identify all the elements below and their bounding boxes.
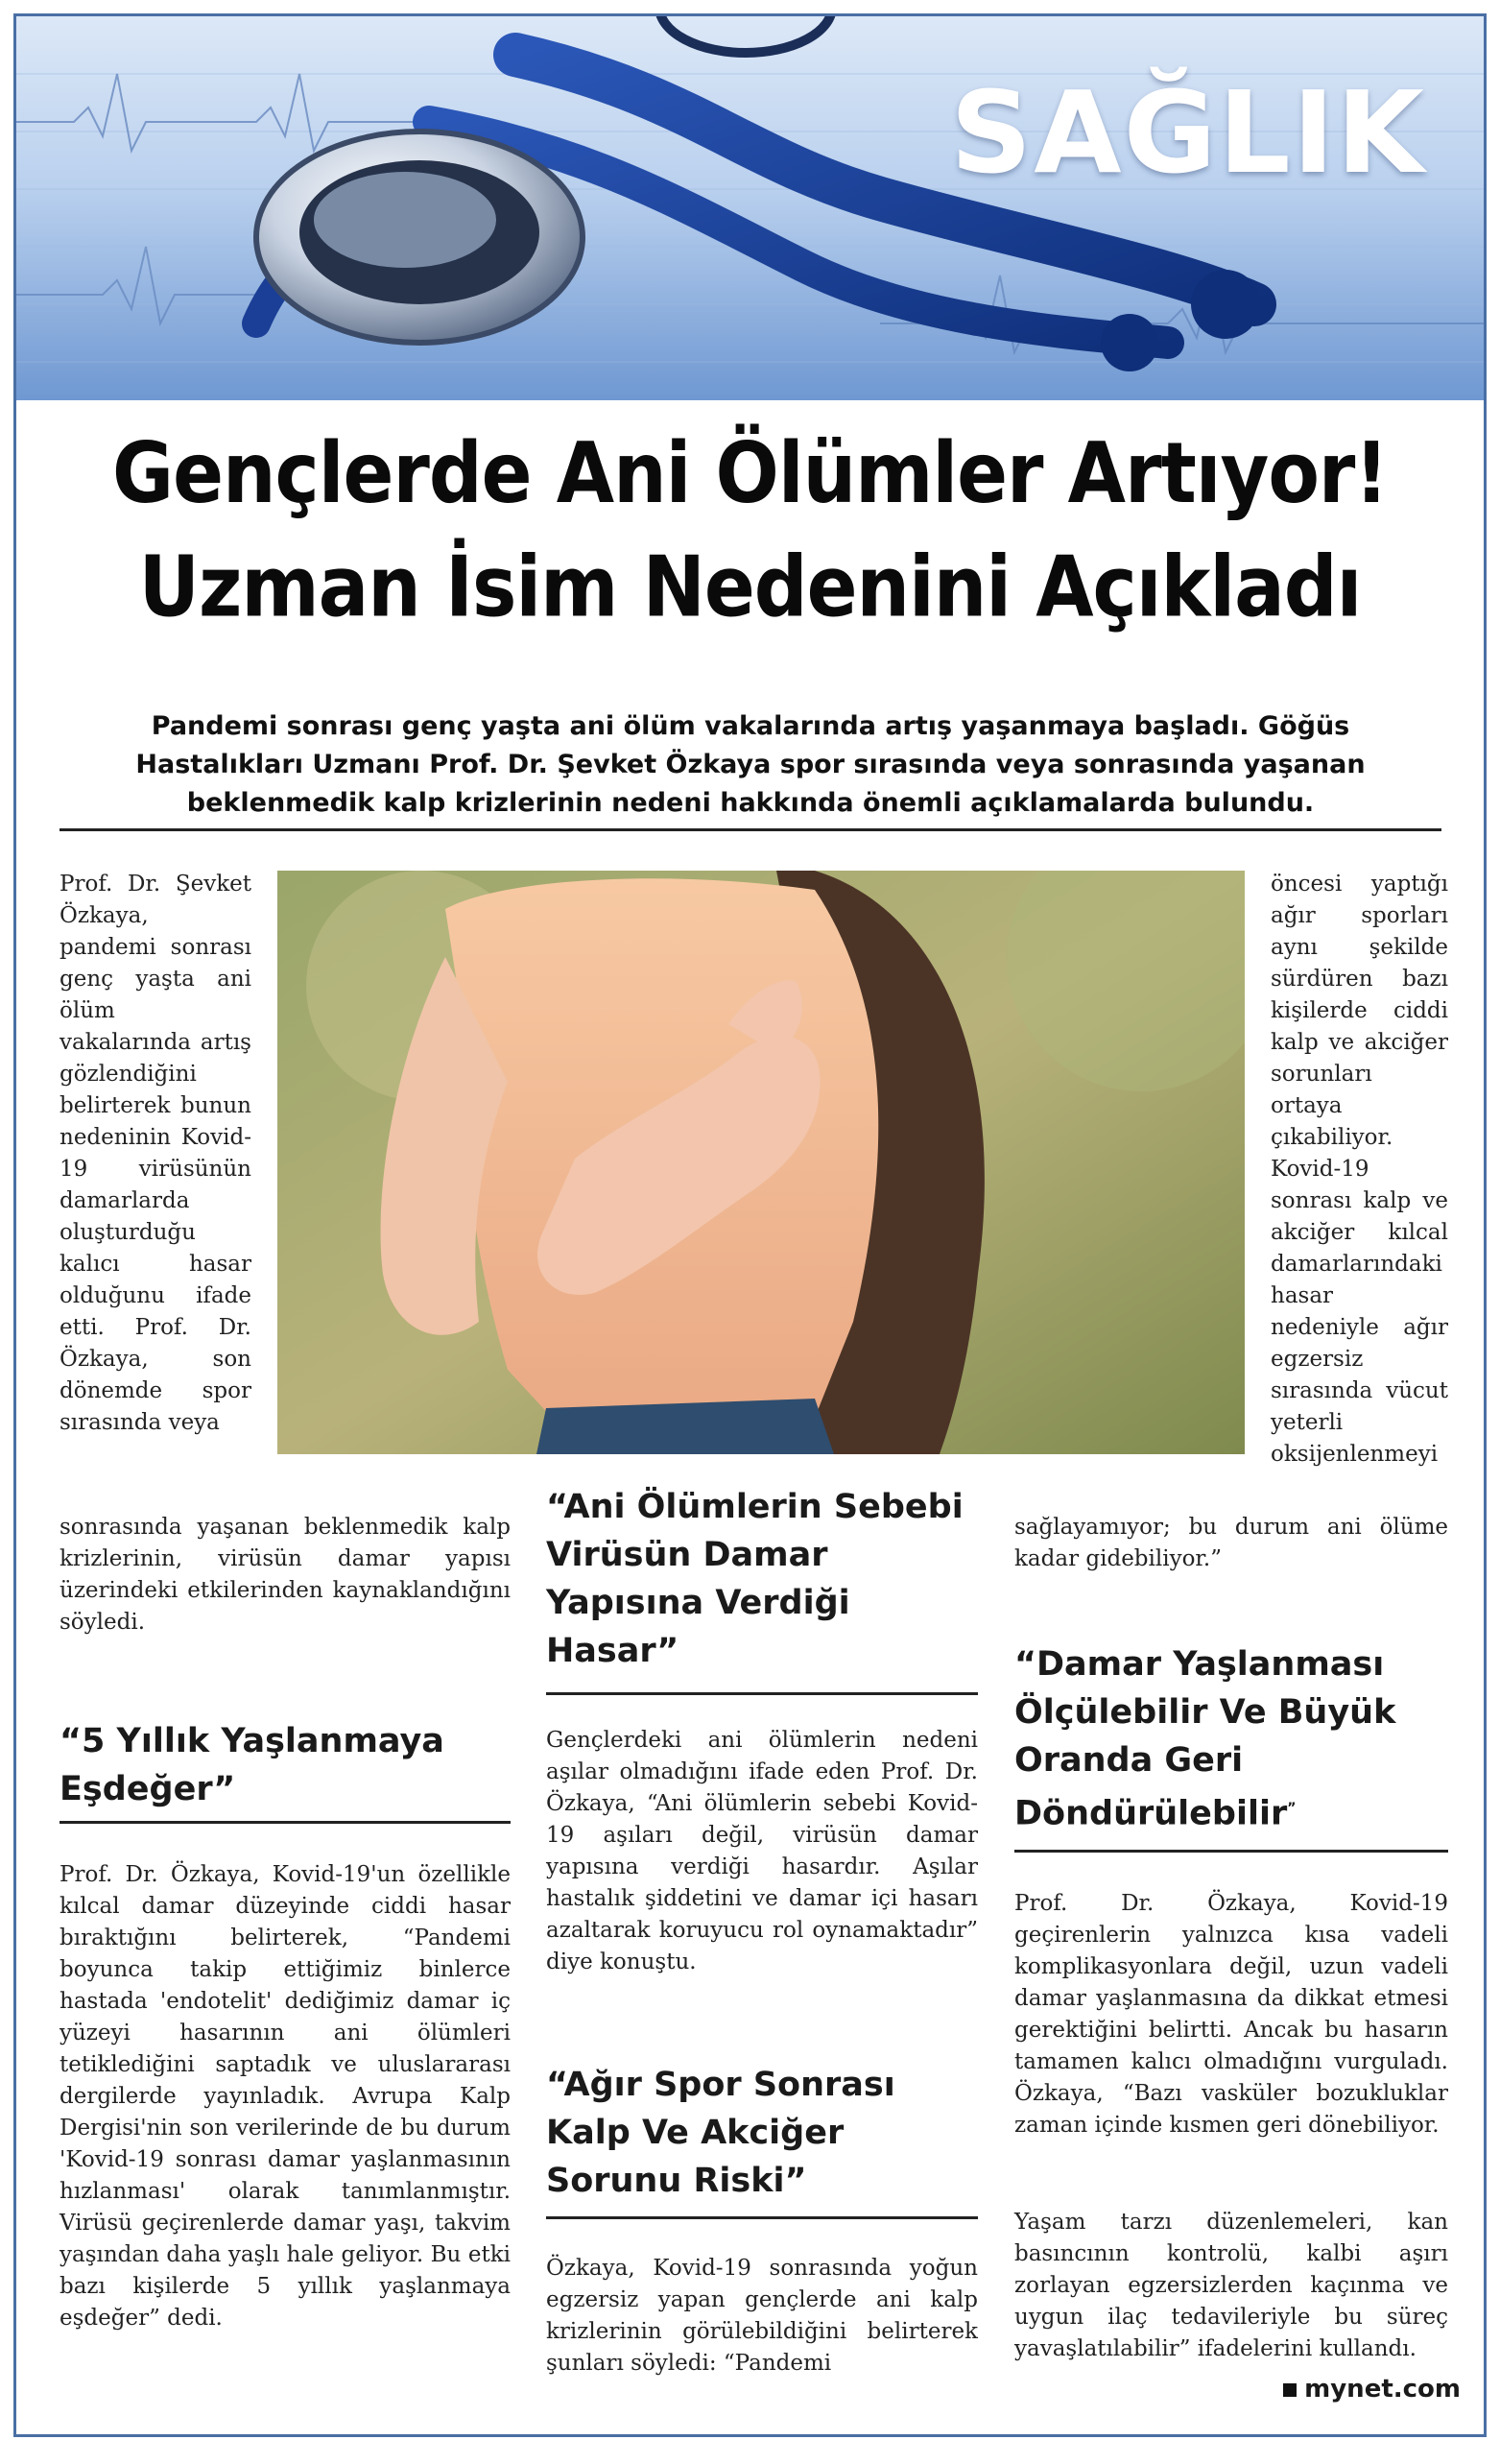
col2-divider-1 xyxy=(546,1692,978,1695)
col3-body-1: Prof. Dr. Özkaya, Kovid-19 geçirenlerin yalnızca kısa vadeli komplikasyonlara değil, uzun vadeli damar yaşlanmasına da dikkat etmesi gerektiğini belirtti. Ancak bu hasarın tamamen kalıcı olmadığını vurguladı. Özkaya, “Bazı vasküler bozukluklar zaman içinde kısmen geri dönebiliyor. xyxy=(1014,1891,1448,2138)
col1-body: Prof. Dr. Özkaya, Kovid-19'un özellikle kılcal damar düzeyinde ciddi hasar bıraktığını belirterek, “Pandemi boyunca takip ettiğimiz binlerce hastada 'endotelit' dediğimiz damar iç yüzeyi hasarının ani ölümleri tetiklediğini saptadık ve uluslararası dergilerde yayınladık. Avrupa Kalp Dergisi'nin son verilerinde de bu durum 'Kovid-19 sonrası damar yaşlanmasının hızlanması' olarak tanımlanmıştır. Virüsü geçirenlerde damar yaşı, takvim yaşından daha yaşlı hale geliyor. Bu etki bazı kişilerde 5 yıllık yaşlanmaya eşdeğer” dedi. xyxy=(60,1862,511,2331)
col3-cont-narrow: öncesi yaptığı ağır sporları aynı şekilde sürdüren bazı kişilerde ciddi kalp ve akciğer sorunları ortaya çıkabiliyor. Kovid-19 sonrası kalp ve akciğer kılcal damarlarındaki hasar nedeniyle ağır egzersiz sırasında vücut yeterli oksijenlenmeyi xyxy=(1271,872,1448,1467)
headline xyxy=(16,417,1484,644)
header-banner xyxy=(16,16,1484,400)
col1-intro-narrow: Prof. Dr. Şevket Özkaya, pandemi sonrası genç yaşta ani ölüm vakalarında artış gözlendiğini belirterek bunun nedeninin Kovid-19 virüsünün damarlarda oluşturduğu kalıcı hasar olduğunu ifade etti. Prof. Dr. Özkaya, son dönemde spor sırasında veya xyxy=(60,872,251,1435)
headline-line-2: Uzman İsim Nedenini Açıkladı xyxy=(138,538,1362,636)
brand-logo xyxy=(1283,2375,1461,2404)
col1-intro-wide: sonrasında yaşanan beklenmedik kalp krizlerinin, virüsün damar yapısı üzerindeki etkilerinden kaynaklandığını söyledi. xyxy=(60,1515,511,1635)
col3-body-2: Yaşam tarzı düzenlemeleri, kan basıncının kontrolü, kalbi aşırı zorlayan egzersizlerden kaçınma ve uygun ilaç tedavileriyle bu süreç yavaşlatılabilir” ifadelerini kullandı. xyxy=(1014,2210,1448,2361)
col3-cont-wide: sağlayamıyor; bu durum ani ölüme kadar gidebiliyor.” xyxy=(1014,1515,1448,1571)
col3-subheading-text: “Damar Yaşlanması Ölçülebilir Ve Büyük Oranda Geri Döndürülebilir xyxy=(1014,1645,1396,1833)
woman-holding-chest-photo xyxy=(277,871,1245,1454)
headline-line-1: Gençlerde Ani Ölümler Artıyor! xyxy=(112,425,1388,523)
brand-text: mynet.com xyxy=(1304,2375,1461,2404)
col3-divider xyxy=(1014,1850,1448,1853)
col3-subheading-mark: ” xyxy=(1287,1801,1297,1816)
col2-divider-2 xyxy=(546,2216,978,2219)
col1-divider xyxy=(60,1821,511,1824)
col2-subheading-1: “Ani Ölümlerin Sebebi Virüsün Damar Yapısına Verdiği Hasar” xyxy=(546,1488,964,1670)
newspaper-page xyxy=(13,13,1487,2437)
col2-body-2: Özkaya, Kovid-19 sonrasında yoğun egzersiz yapan gençlerde ani kalp krizlerinin görülebildiğini belirterek şunları söyledi: “Pandemi xyxy=(546,2256,978,2376)
lead-paragraph: Pandemi sonrası genç yaşta ani ölüm vakalarında artış yaşanmaya başladı. Göğüs Hastalıkları Uzmanı Prof. Dr. Şevket Özkaya spor sırasında veya sonrasında yaşanan beklenmedik kalp krizlerinin nedeni hakkında önemli açıklamalarda bulundu. xyxy=(135,711,1366,818)
col2-subheading-2: “Ağır Spor Sonrası Kalp Ve Akciğer Sorunu Riski” xyxy=(546,2066,895,2200)
brand-square-icon xyxy=(1283,2383,1297,2397)
col3-subheading xyxy=(1014,1640,1448,1838)
col1-subheading: “5 Yıllık Yaşlanmaya Eşdeğer” xyxy=(60,1722,444,1808)
col2-body-1: Gençlerdeki ani ölümlerin nedeni aşılar olmadığını ifade eden Prof. Dr. Özkaya, “Ani ölümlerin sebebi Kovid-19 aşıları değil, virüsün damar yapısına verdiği hasardır. Aşılar hastalık şiddetini ve damar içi hasarı azaltarak koruyucu rol oynamaktadır” diye konuştu. xyxy=(546,1728,978,1974)
section-label: SAĞLIK xyxy=(950,66,1426,199)
lead-divider xyxy=(60,828,1441,831)
